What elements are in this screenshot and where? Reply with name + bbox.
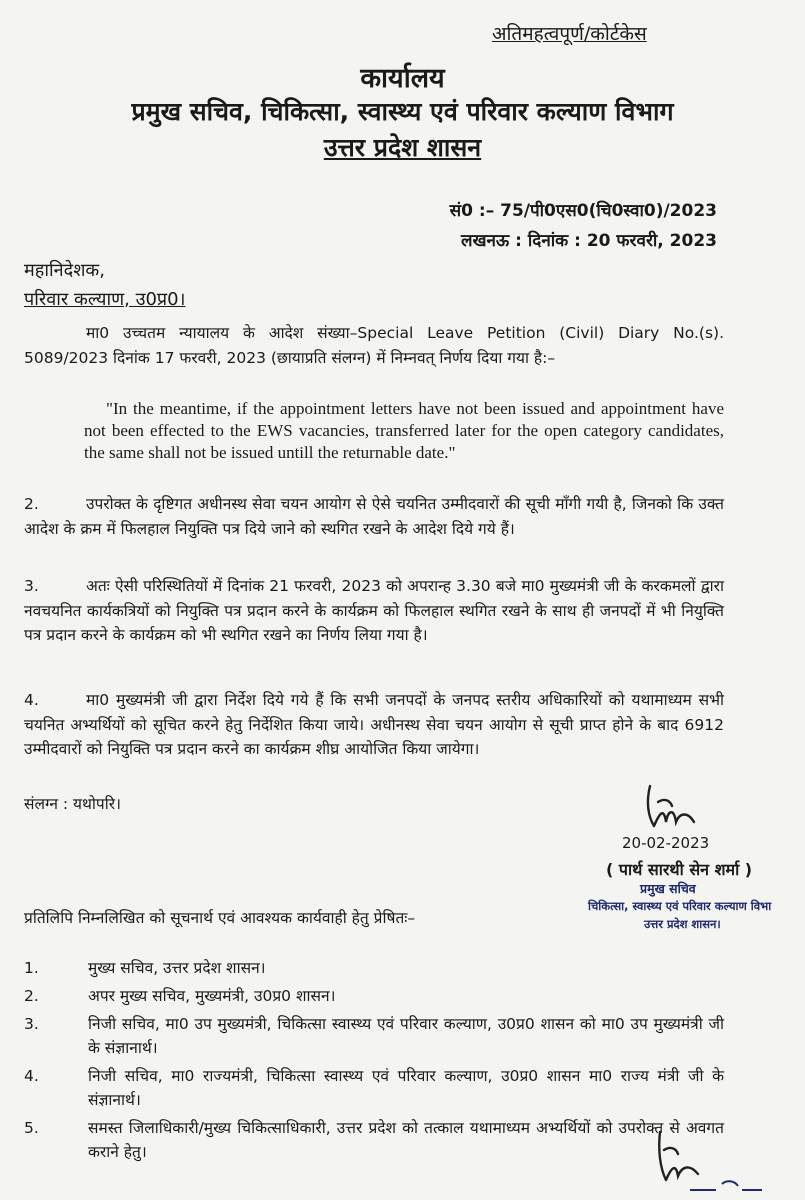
office-heading: कार्यालय [360,63,445,94]
addressee-department: परिवार कल्याण, उ0प्र0। [24,289,186,310]
reference-number: सं0 :– 75/पी0एस0(चि0स्वा0)/2023 [449,201,717,221]
list-item-text: निजी सचिव, मा0 राज्यमंत्री, चिकित्सा स्वास्थ्य एवं परिवार कल्याण, उ0प्र0 शासन मा0 राज्य मंत्री जी के संज्ञानार्थ। [88,1067,724,1109]
list-item-text: समस्त जिलाधिकारी/मुख्य चिकित्साधिकारी, उत्तर प्रदेश को तत्काल यथामाध्यम अभ्यर्थियों को उपरोक्त से अवगत कराने हेतु। [88,1119,724,1161]
list-item-number: 2. [24,987,39,1005]
list-item-text: मुख्य सचिव, उत्तर प्रदेश शासन। [88,959,266,977]
paragraph-text: उपरोक्त के दृष्टिगत अधीनस्थ सेवा चयन आयोग से ऐसे चयनित उम्मीदवारों की सूची माँगी गयी है, जिनको कि उक्त आदेश के क्रम में फिलहाल नियुक्ति पत्र दिये जाने को स्थगित रखने के आदेश दिये गये हैं। [24,495,724,538]
signature-date: 20-02-2023 [622,834,710,852]
list-item-number: 4. [24,1067,39,1085]
list-item-number: 5. [24,1119,39,1137]
list-item [24,956,724,980]
list-item-text: निजी सचिव, मा0 उप मुख्यमंत्री, चिकित्सा स्वास्थ्य एवं परिवार कल्याण, उ0प्र0 शासन को मा0 उप मुख्यमंत्री जी के संज्ञानार्थ। [88,1015,724,1057]
reference-date: लखनऊ : दिनांक : 20 फरवरी, 2023 [461,231,717,251]
list-item [24,1012,724,1060]
signatory-designation: प्रमुख सचिव [640,881,696,896]
paragraph-number: 3. [24,577,39,595]
paragraph-number: 4. [24,691,39,709]
paragraph-text: मा0 मुख्यमंत्री जी द्वारा निर्देश दिये गये हैं कि सभी जनपदों के जनपद स्तरीय अधिकारियों को यथामाध्यम सभी चयनित अभ्यर्थियों को सूचित करने हेतु निर्देशित किया जाये। अधीनस्थ सेवा चयन आयोग से सूची प्राप्त होने के बाद 6912 उम्मीदवारों को नियुक्ति पत्र प्रदान करने का कार्यक्रम शीघ्र आयोजित किया जायेगा। [24,691,724,758]
paragraph-text: अतः ऐसी परिस्थितियों में दिनांक 21 फरवरी, 2023 को अपरान्ह 3.30 बजे मा0 मुख्यमंत्री जी के करकमलों द्वारा नवचयनित कार्यकत्रियों को नियुक्ति पत्र प्रदान करने के कार्यक्रम को फिलहाल स्थगित रखने के साथ ही जनपदों में भी नियुक्ति पत्र प्रदान करने के कार्यक्रम को भी स्थगित रखने का निर्णय लिया गया है। [24,577,724,644]
list-item [24,1064,724,1112]
paragraph-1: मा0 उच्चतम न्यायालय के आदेश संख्या–Special Leave Petition (Civil) Diary No.(s). 5089/2023 दिनांक 17 फरवरी, 2023 (छायाप्रति संलग्न) में निम्नवत् निर्णय दिया गया है:– [24,324,724,367]
court-order-quote: "In the meantime, if the appointment letters have not been issued and appointment have not been effected to the EWS vacancies, transferred later for the open category candidates, the same shall not be issued untill the returnable date." [84,399,724,462]
list-item-number: 1. [24,959,39,977]
paragraph-3 [24,574,724,648]
list-item [24,1116,724,1164]
classification-label: अतिमहत्वपूर्ण/कोर्टकेस [492,23,647,45]
government-heading: उत्तर प्रदेश शासन [323,133,482,162]
signatory-department: चिकित्सा, स्वास्थ्य एवं परिवार कल्याण विभा [588,899,772,913]
handwritten-signature [636,782,706,834]
paragraph-4 [24,688,724,762]
copy-to-heading: प्रतिलिपि निम्नलिखित को सूचनार्थ एवं आवश्यक कार्यवाही हेतु प्रेषितः– [24,909,416,927]
department-heading: प्रमुख सचिव, चिकित्सा, स्वास्थ्य एवं परिवार कल्याण विभाग [131,97,674,126]
list-item-text: अपर मुख्य सचिव, मुख्यमंत्री, उ0प्र0 शासन। [88,987,336,1005]
signatory-name: ( पार्थ सारथी सेन शर्मा ) [606,860,753,879]
signatory-government: उत्तर प्रदेश शासन। [644,917,721,931]
list-item-number: 3. [24,1015,39,1033]
list-item [24,984,724,1008]
paragraph-2 [24,492,724,541]
enclosure-note: संलग्न : यथोपरि। [24,795,121,813]
cropped-stamp-text [686,1176,766,1196]
paragraph-number: 2. [24,495,39,513]
copy-to-list [24,956,724,1168]
addressee-title: महानिदेशक, [24,260,105,281]
